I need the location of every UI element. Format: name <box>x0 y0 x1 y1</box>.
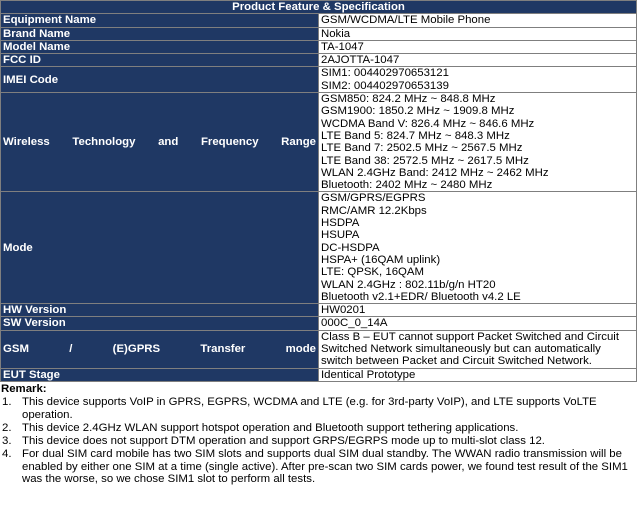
row-value <box>319 192 637 304</box>
table-row <box>1 67 637 93</box>
row-value <box>319 27 637 40</box>
value-line: HSUPA <box>321 229 360 242</box>
list-item <box>0 448 637 486</box>
list-item <box>0 396 637 421</box>
row-label: EUT Stage <box>1 368 319 381</box>
value-line: LTE: QPSK, 16QAM <box>321 266 424 279</box>
row-label: IMEI Code <box>1 67 319 93</box>
list-item <box>0 435 637 448</box>
row-value <box>319 368 637 381</box>
value-line: Class B – EUT cannot support Packet Switched and Circuit Switched Network simultaneously but can automatically switch between Packet and Circuit Switched Network. <box>321 330 619 368</box>
remark-text: For dual SIM card mobile has two SIM slots and supports dual SIM dual standby. The WWAN radio transmission will be enabled by either one SIM at a time (single active). After pre-scan two SIM cards power, we found test result of the SIM1 was the worse, so we chose SIM1 slot to perform all tests. <box>22 448 628 486</box>
value-line: SIM1: 004402970653121 <box>321 67 449 80</box>
row-value <box>319 93 637 192</box>
remark-text: This device 2.4GHz WLAN support hotspot operation and Bluetooth support tethering applications. <box>22 421 519 434</box>
remark-number: 2. <box>2 421 12 434</box>
remark-number: 4. <box>2 448 12 461</box>
table-row <box>1 192 637 304</box>
row-label: Mode <box>1 192 319 304</box>
value-line: Bluetooth: 2402 MHz ~ 2480 MHz <box>321 179 493 192</box>
value-line: HSPA+ (16QAM uplink) <box>321 253 441 266</box>
value-line: LTE Band 38: 2572.5 MHz ~ 2617.5 MHz <box>321 154 529 167</box>
value-line: WCDMA Band V: 826.4 MHz ~ 846.6 MHz <box>321 117 535 130</box>
table-row <box>1 27 637 40</box>
row-label: Model Name <box>1 40 319 53</box>
row-label: Wireless Technology and Frequency Range <box>1 93 319 192</box>
value-line: DC-HSDPA <box>321 241 380 254</box>
value-line: LTE Band 5: 824.7 MHz ~ 848.3 MHz <box>321 129 510 142</box>
value-line: SIM2: 004402970653139 <box>321 79 449 92</box>
spec-rows <box>1 14 637 382</box>
table-title: Product Feature & Specification <box>1 1 637 14</box>
value-line: Bluetooth v2.1+EDR/ Bluetooth v4.2 LE <box>321 290 521 303</box>
value-line: LTE Band 7: 2502.5 MHz ~ 2567.5 MHz <box>321 142 523 155</box>
table-row <box>1 93 637 192</box>
remark-text: This device supports VoIP in GPRS, EGPRS, WCDMA and LTE (e.g. for 3rd-party VoIP), and LTE supports VoLTE operation. <box>22 395 597 421</box>
table-row <box>1 317 637 330</box>
value-line: GSM/WCDMA/LTE Mobile Phone <box>321 14 491 27</box>
row-label: GSM / (E)GPRS Transfer mode <box>1 330 319 368</box>
table-row <box>1 14 637 27</box>
row-label: Equipment Name <box>1 14 319 27</box>
table-row <box>1 330 637 368</box>
remarks-list <box>0 396 637 486</box>
table-row <box>1 54 637 67</box>
table-title-row <box>1 1 637 14</box>
remark-title: Remark: <box>1 382 47 395</box>
value-line: GSM/GPRS/EGPRS <box>321 192 426 205</box>
value-line: RMC/AMR 12.2Kbps <box>321 204 427 217</box>
list-item <box>0 422 637 435</box>
value-line: 000C_0_14A <box>321 317 388 330</box>
row-label: Brand Name <box>1 27 319 40</box>
row-value <box>319 67 637 93</box>
value-line: 2AJOTTA-1047 <box>321 54 400 67</box>
row-label: HW Version <box>1 304 319 317</box>
value-line: Identical Prototype <box>321 368 416 381</box>
row-value <box>319 40 637 53</box>
row-value <box>319 330 637 368</box>
row-label: FCC ID <box>1 54 319 67</box>
remark-number: 1. <box>2 395 12 408</box>
value-line: Nokia <box>321 27 351 40</box>
value-line: WLAN 2.4GHz : 802.11b/g/n HT20 <box>321 278 496 291</box>
table-row <box>1 368 637 381</box>
value-line: HSDPA <box>321 217 360 230</box>
remark-text: This device does not support DTM operation and support GRPS/EGRPS mode up to multi-slot class 12. <box>22 434 545 447</box>
value-line: WLAN 2.4GHz Band: 2412 MHz ~ 2462 MHz <box>321 166 549 179</box>
row-label: SW Version <box>1 317 319 330</box>
row-value <box>319 14 637 27</box>
remark-number: 3. <box>2 434 12 447</box>
row-value <box>319 304 637 317</box>
value-line: HW0201 <box>321 304 366 317</box>
row-value <box>319 317 637 330</box>
row-value <box>319 54 637 67</box>
value-line: GSM1900: 1850.2 MHz ~ 1909.8 MHz <box>321 105 515 118</box>
table-row <box>1 40 637 53</box>
value-line: TA-1047 <box>321 40 364 53</box>
value-line: GSM850: 824.2 MHz ~ 848.8 MHz <box>321 93 496 106</box>
table-row <box>1 304 637 317</box>
